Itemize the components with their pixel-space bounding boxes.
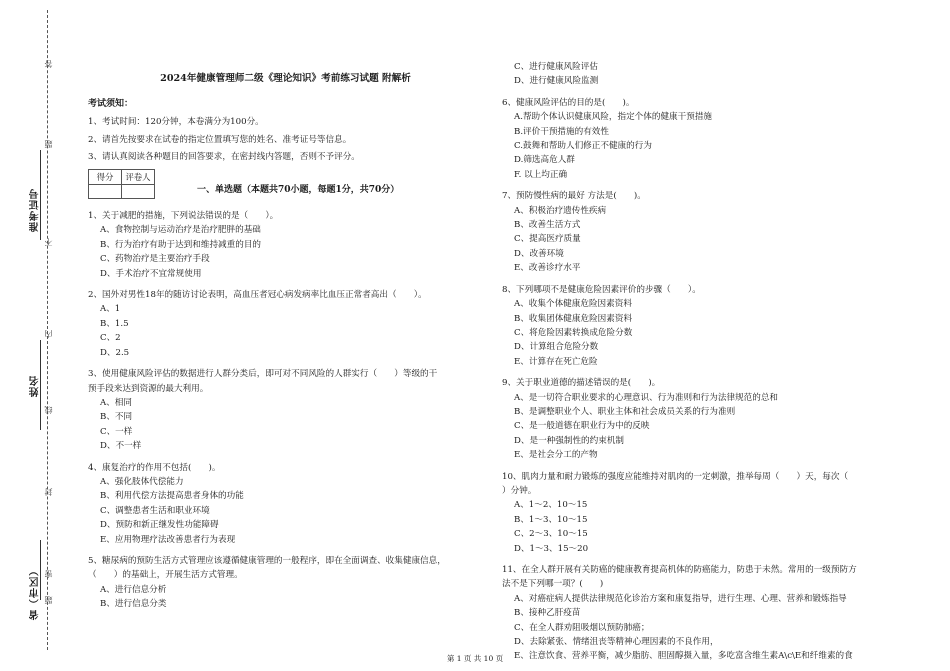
answer-option: D、预防和新正继发性功能障碍 <box>100 520 219 531</box>
question-gap <box>88 454 483 461</box>
answer-option: D、1～3、15～20 <box>514 543 589 554</box>
margin-mark: 题 <box>44 596 53 604</box>
margin-mark: 题 <box>44 140 53 148</box>
answer-option: D.筛选高危人群 <box>514 155 575 166</box>
margin-mark: 答 <box>44 60 53 68</box>
answer-option: A、1 <box>100 304 121 315</box>
question-stem: 法不是下列哪一项？( ) <box>502 579 604 590</box>
question-gap <box>88 547 483 554</box>
answer-option: B、接种乙肝疫苗 <box>514 608 581 619</box>
answer-option: A、进行信息分析 <box>100 584 167 595</box>
question-block <box>502 470 922 556</box>
answer-option: C、2～3、10～15 <box>514 529 588 540</box>
answer-option: C、将危险因素转换成危险分数 <box>514 327 633 338</box>
answer-option: D、手术治疗不宜常规使用 <box>100 268 202 279</box>
notice-item: 3、请认真阅读各种题目的回答要求，在密封线内答题，否则不予评分。 <box>88 152 360 163</box>
question-block <box>502 96 922 182</box>
question-list-left <box>88 209 483 612</box>
answer-option: B、是调整职业个人、职业主体和社会成员关系的行为准则 <box>514 406 736 417</box>
right-column <box>502 60 922 664</box>
question-block <box>502 376 922 462</box>
answer-option: D、2.5 <box>100 347 130 358</box>
answer-option: A、1～2、10～15 <box>514 500 588 511</box>
left-column <box>88 72 483 612</box>
answer-option: D、进行健康风险监测 <box>514 76 599 87</box>
answer-option: B、1～3、10～15 <box>514 514 588 525</box>
question-stem: 5、糖尿病的预防生活方式管理应该遵循健康管理的一般程序，即在全面调查、收集健康信息， <box>88 555 446 566</box>
question-stem: 10、肌肉力量和耐力锻炼的强度应能维持对肌肉的一定刺激，推举每周（ ）天，每次（ <box>502 471 849 482</box>
answer-option: C、进行健康风险评估 <box>514 62 598 72</box>
question-block <box>502 283 922 369</box>
question-block <box>88 209 483 281</box>
margin-mark: 封 <box>44 488 53 496</box>
answer-option: D、去除紧张、情绪沮丧等精神心理因素的不良作用， <box>514 637 719 648</box>
question-stem: 11、在全人群开展有关防癌的健康教育提高机体的防癌能力，防患于未然。常用的一级预防方 <box>502 565 857 575</box>
question-block <box>502 189 922 275</box>
margin-mark: 线 <box>44 406 53 414</box>
answer-option: B、进行信息分类 <box>100 599 167 610</box>
answer-option: C、2 <box>100 333 121 344</box>
name-label: 姓名 <box>30 375 41 397</box>
page-title: 2024年健康管理师二级《理论知识》考前练习试题 附解析 <box>160 73 411 84</box>
answer-option: B、利用代偿方法提高患者身体的功能 <box>100 491 244 502</box>
answer-option: E、计算存在死亡危险 <box>514 356 598 367</box>
question-stem: 4、康复治疗的作用不包括( )。 <box>88 462 221 473</box>
answer-option: C、一样 <box>100 426 133 437</box>
answer-option: B、1.5 <box>100 318 129 329</box>
grader-blank <box>122 185 155 199</box>
question-gap <box>88 360 483 367</box>
answer-option: C.鼓舞和帮助人们修正不健康的行为 <box>514 141 652 152</box>
answer-option: A、强化肢体代偿能力 <box>100 476 184 487</box>
answer-option: A、食物控制与运动治疗是治疗肥胖的基础 <box>100 225 261 236</box>
notice-heading: 考试须知： <box>88 99 134 109</box>
question-gap <box>502 556 922 563</box>
answer-option: B.评价干预措施的有效性 <box>514 126 609 137</box>
question-block <box>502 60 922 89</box>
answer-option: A、是一切符合职业要求的心理意识、行为准则和行为法律规范的总和 <box>514 392 779 403</box>
score-cell: 得分 <box>89 169 122 184</box>
question-stem: 1、关于减肥的措施，下列说法错误的是（ ）。 <box>88 211 279 222</box>
question-block <box>88 367 483 453</box>
question-gap <box>502 89 922 96</box>
answer-option: D、是一种强制性的约束机制 <box>514 435 625 446</box>
answer-option: D、计算组合危险分数 <box>514 342 599 353</box>
answer-option: C、药物治疗是主要治疗手段 <box>100 254 210 265</box>
question-gap <box>88 281 483 288</box>
question-block <box>88 554 483 612</box>
answer-option: E、注意饮食、营养平衡，减少脂肪、胆固醇摄入量，多吃富含维生素A\c\E和纤维素的食 <box>514 651 853 662</box>
answer-option: A.帮助个体认识健康风险，指定个体的健康干预措施 <box>514 112 713 123</box>
grader-cell: 评卷人 <box>122 169 155 184</box>
score-table <box>88 169 155 199</box>
answer-option: A、对癌症病人提供法律规范化诊治方案和康复指导，进行生理、心理、营养和锻炼指导 <box>514 593 847 604</box>
notice-item: 1、考试时间：120分钟，本卷满分为100分。 <box>88 117 264 128</box>
answer-option: B、收集团体健康危险因素资料 <box>514 313 633 324</box>
answer-option: E、改善诊疗水平 <box>514 263 581 274</box>
answer-option: C、提高医疗质量 <box>514 234 581 245</box>
margin-mark: 不 <box>44 238 53 246</box>
answer-option: D、改善环境 <box>514 248 564 259</box>
question-gap <box>502 369 922 376</box>
answer-option: A、相同 <box>100 397 132 408</box>
question-stem: 8、下列哪项不是健康危险因素评价的步骤（ ）。 <box>502 284 701 295</box>
answer-option: E、应用物理疗法改善患者行为表现 <box>100 534 236 545</box>
answer-option: C、在全人群劝阻吸烟以预防肺癌； <box>514 622 650 633</box>
region-label: 省（市区） <box>30 565 41 620</box>
question-stem: 预手段来达到资源的最大利用。 <box>88 383 209 394</box>
answer-option: C、是一般道德在职业行为中的反映 <box>514 421 650 432</box>
margin-mark: 内 <box>44 330 53 338</box>
answer-option: F. 以上均正确 <box>514 169 568 180</box>
question-gap <box>502 182 922 189</box>
section-heading: 一、单选题（本题共70小题，每题1分，共70分） <box>197 184 400 195</box>
question-stem: ）分钟。 <box>502 485 537 496</box>
page-footer: 第 1 页 共 10 页 <box>446 654 504 663</box>
question-stem: 6、健康风险评估的目的是( )。 <box>502 97 635 108</box>
margin-mark: 密 <box>44 570 53 578</box>
answer-option: B、不同 <box>100 412 133 423</box>
answer-option: E、是社会分工的产物 <box>514 450 598 461</box>
score-row <box>88 169 483 199</box>
question-stem: 7、预防慢性病的最好 方法是( )。 <box>502 191 646 202</box>
question-stem: 2、国外对男性18年的随访讨论表明，高血压者冠心病发病率比血压正常者高出（ ）。 <box>88 290 427 301</box>
question-block <box>502 563 922 664</box>
answer-option: B、改善生活方式 <box>514 220 581 231</box>
notice-item: 2、请首先按要求在试卷的指定位置填写您的姓名、准考证号等信息。 <box>88 134 352 145</box>
question-block <box>88 461 483 547</box>
question-list-right <box>502 60 922 664</box>
answer-option: B、行为治疗有助于达到和维持减重的目的 <box>100 239 262 250</box>
question-stem: 3、使用健康风险评估的数据进行人群分类后，即可对不同风险的人群实行（ ）等级的干 <box>88 369 438 380</box>
answer-option: D、不一样 <box>100 441 142 452</box>
question-stem: 9、关于职业道德的描述错误的是( )。 <box>502 378 661 389</box>
answer-option: C、调整患者生活和职业环境 <box>100 505 210 516</box>
score-blank <box>89 185 122 199</box>
exam-id-label: 准考证号 <box>30 188 41 232</box>
answer-option: A、收集个体健康危险因素资料 <box>514 299 632 310</box>
question-stem: （ ）的基础上，开展生活方式管理。 <box>88 570 243 581</box>
question-gap <box>502 276 922 283</box>
question-block <box>88 288 483 360</box>
binding-margin <box>0 0 72 671</box>
answer-option: A、积极治疗遗传性疾病 <box>514 205 607 216</box>
question-gap <box>502 463 922 470</box>
